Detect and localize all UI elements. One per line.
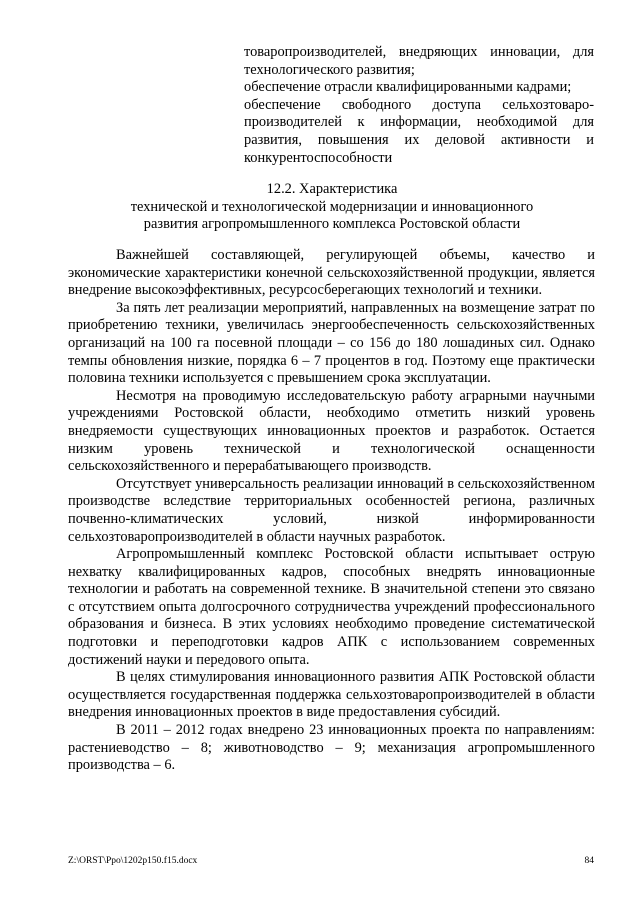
paragraph: Несмотря на проводимую исследовательскую работу аграрными научными учреждениями Ростовской области, необходимо отметить низкий уровень внедряемости существующих инновационных проектов и разработок. Остается низким уровень технической и технологической оснащенности сельскохозяйственного и перерабатывающего производств. [68,387,595,475]
section-title-line: технической и технологической модернизации и инновационного [130,198,534,215]
paragraph: За пять лет реализации мероприятий, направленных на возмещение затрат по приобретению техники, увеличилась энергообеспеченность сельскохозяйственных организаций на 100 га посевной площади – со 156 до 180 лошадиных сил. Однако темпы обновления низкие, порядка 6 – 7 процентов в год. Поэтому еще практически половина техники используется с превышением срока эксплуатации. [68,299,595,387]
list-item: товаропроизводителей, внедряющих инновации, для технологического развития; [244,44,594,78]
footer-file-path: Z:\ORST\Ppo\1202p150.f15.docx [68,856,198,866]
top-list [244,44,594,167]
paragraph: В целях стимулирования инновационного развития АПК Ростовской области осуществляется государственная поддержка сельхозтоваропроизводителей в области внедрения инновационных проектов в виде предоставления субсидий. [68,669,595,721]
paragraph: В 2011 – 2012 годах внедрено 23 инновационных проекта по направлениям: растениеводство – 8; животноводство – 9; механизация агропромышленного производства – 6. [68,722,595,774]
list-item: обеспечение свободного доступа сельхозтоваро-производителей к информации, необходимой для развития, повышения их деловой активности и конкурентоспособности [244,96,594,166]
paragraph: Отсутствует универсальность реализации инноваций в сельскохозяйственном производстве вследствие территориальных особенностей региона, различных почвенно-климатических условий, низкой информированности сельхозтоваропроизводителей в области научных разработок. [68,475,595,545]
section-title-line: 12.2. Характеристика [266,181,398,197]
section-heading [70,181,594,234]
body-text [68,247,595,775]
list-item: обеспечение отрасли квалифицированными кадрами; [244,79,572,96]
section-title-line: развития агропромышленного комплекса Ростовской области [143,216,521,233]
page-number: 84 [584,856,594,866]
paragraph: Важнейшей составляющей, регулирующей объемы, качество и экономические характеристики конечной сельскохозяйственной продукции, является внедрение высокоэффективных, ресурсосберегающих технологий и техники. [68,247,595,299]
paragraph: Агропромышленный комплекс Ростовской области испытывает острую нехватку квалифицированных кадров, способных внедрять инновационные технологии и работать на современной технике. В значительной степени это связано с отсутствием опыта долгосрочного сотрудничества учреждений профессионального образования и бизнеса. В этих условиях необходимо проведение систематической подготовки и переподготовки кадров АПК с использованием современных достижений науки и передового опыта. [68,546,595,668]
